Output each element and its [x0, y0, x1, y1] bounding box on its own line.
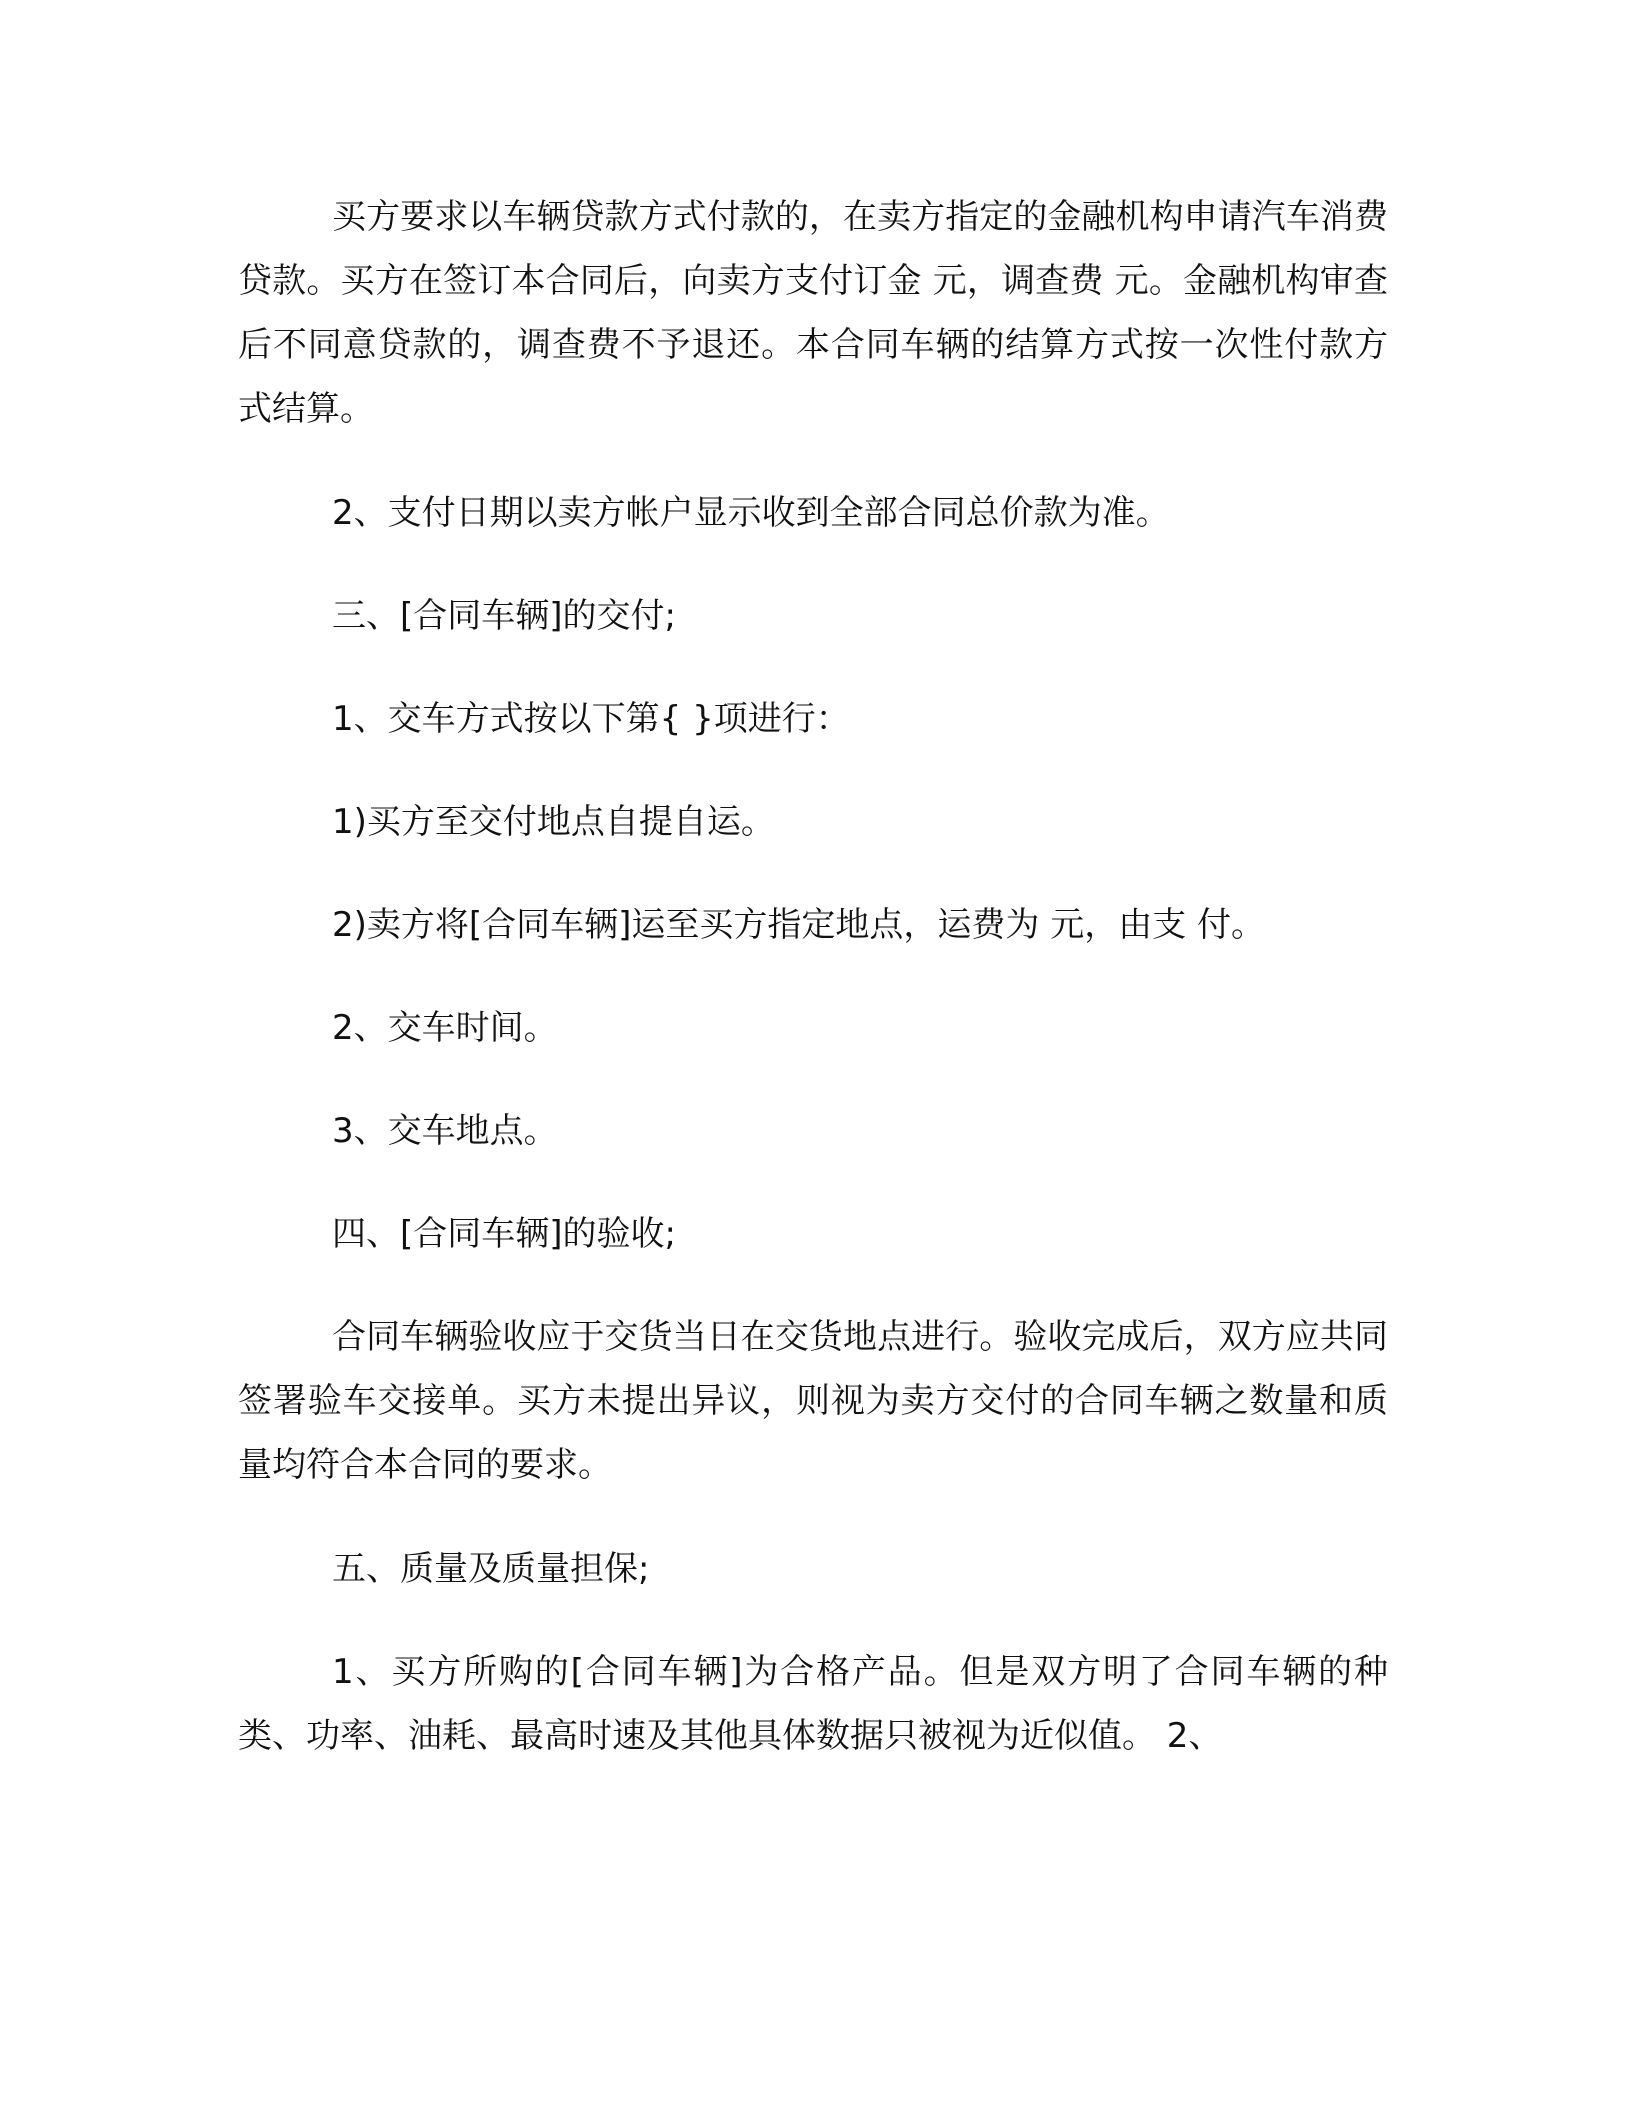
paragraph-payment-date: 2、支付日期以卖方帐户显示收到全部合同总价款为准。 — [332, 493, 1170, 533]
paragraph-inspection: 合同车辆验收应于交货当日在交货地点进行。验收完成后，双方应共同签署验车交接单。买方未提出异议，则视为卖方交付的合同车辆之数量和质量均符合本合同的要求。 — [238, 1317, 1388, 1485]
heading-section-quality: 五、质量及质量担保; — [332, 1549, 650, 1589]
paragraph-delivery-method: 1、交车方式按以下第{ }项进行： — [332, 699, 850, 739]
document-body — [238, 185, 1388, 1768]
paragraph-delivery-option-2: 2)卖方将[合同车辆]运至买方指定地点，运费为 元，由支 付。 — [332, 905, 1266, 945]
heading-section-inspection: 四、[合同车辆]的验收; — [332, 1214, 676, 1254]
paragraph-delivery-time: 2、交车时间。 — [332, 1008, 558, 1048]
paragraph-quality-product: 1、买方所购的[合同车辆]为合格产品。但是双方明了合同车辆的种类、功率、油耗、最高时速及其他具体数据只被视为近似值。 2、 — [238, 1652, 1388, 1756]
heading-section-delivery: 三、[合同车辆]的交付; — [332, 596, 676, 636]
paragraph-loan-payment: 买方要求以车辆贷款方式付款的，在卖方指定的金融机构申请汽车消费贷款。买方在签订本合同后，向卖方支付订金 元，调查费 元。金融机构审查后不同意贷款的，调查费不予退还。本合同车辆的结算方式按一次性付款方式结算。 — [238, 197, 1388, 429]
paragraph-delivery-option-1: 1)买方至交付地点自提自运。 — [332, 802, 775, 842]
paragraph-delivery-place: 3、交车地点。 — [332, 1111, 558, 1151]
